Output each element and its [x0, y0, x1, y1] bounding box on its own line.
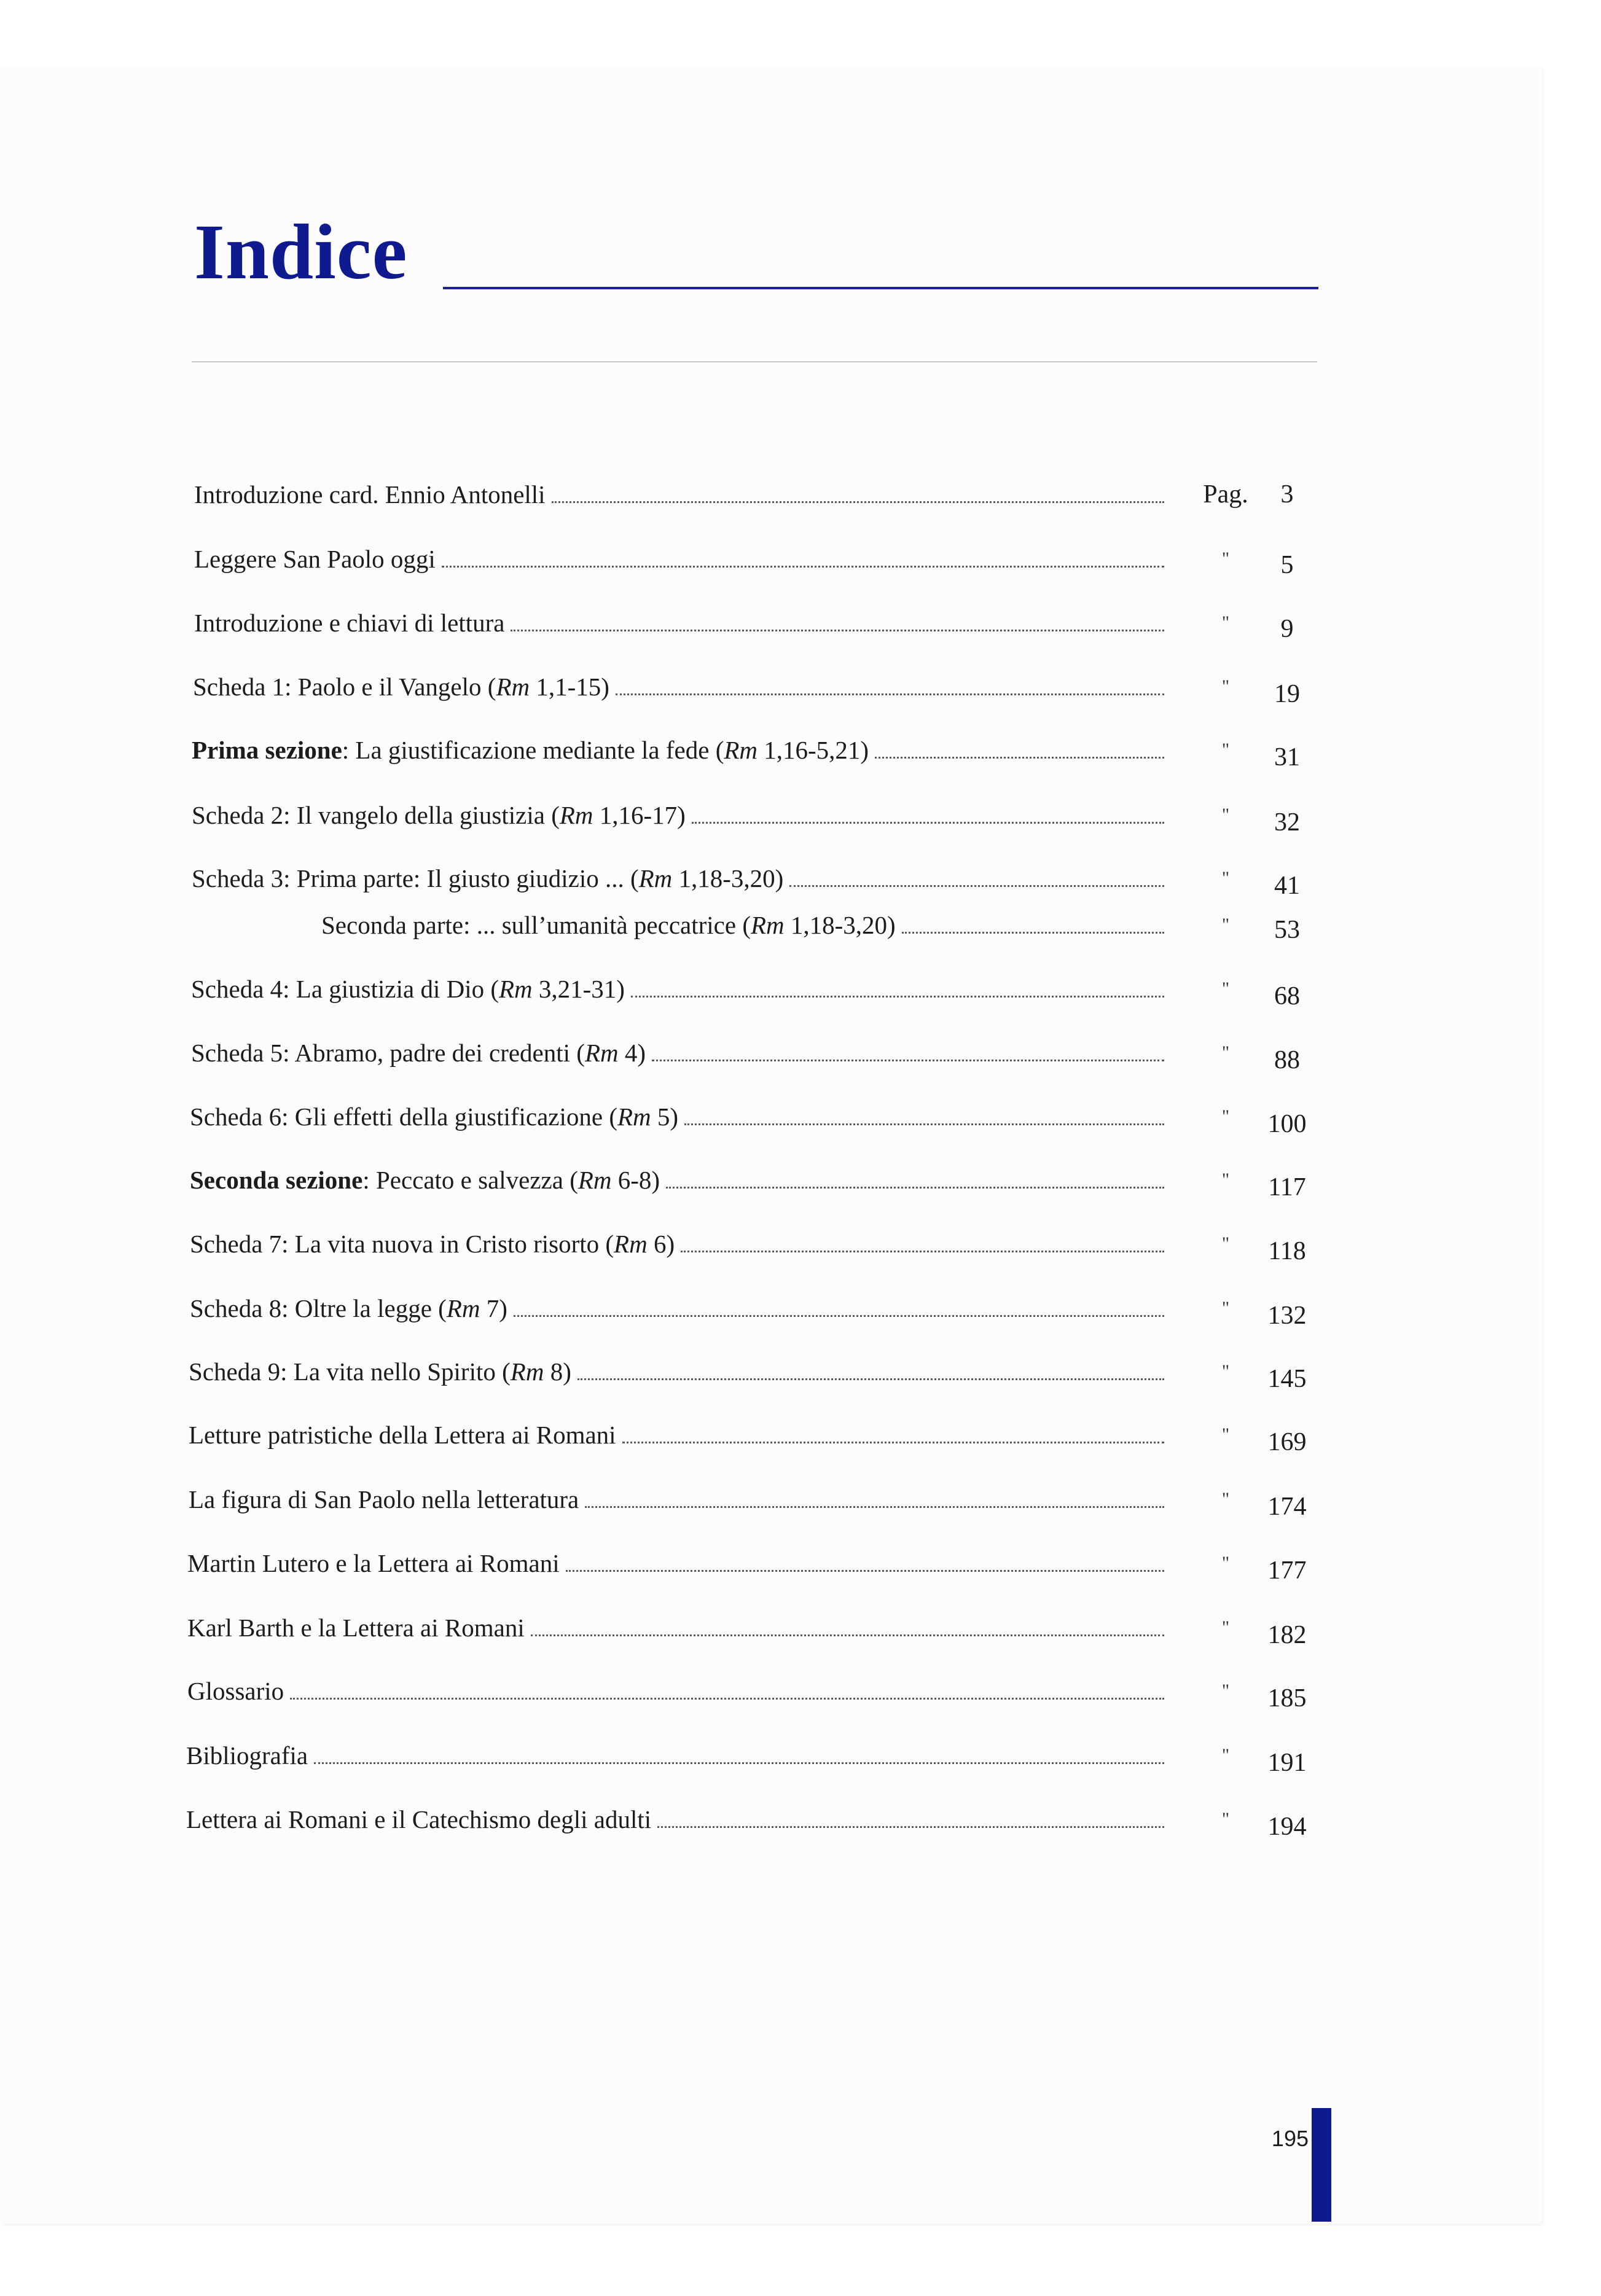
dot-leader: [652, 1060, 1164, 1061]
toc-ref-verses: 1,18-3,20): [672, 864, 784, 892]
toc-page-number: 191: [1267, 1749, 1307, 1777]
toc-ref-book: Rm: [584, 1039, 619, 1067]
toc-entry: [189, 1353, 1164, 1390]
dot-leader: [566, 1570, 1164, 1572]
toc-ref-verses: 5): [651, 1103, 679, 1131]
toc-entry-title: [192, 797, 692, 834]
toc-entry-title: [192, 732, 875, 768]
toc-entry-title: [193, 668, 616, 705]
toc-entry-title: [187, 1673, 290, 1709]
toc-page-number: 132: [1267, 1302, 1307, 1330]
toc-entry-text: Letture patristiche della Lettera ai Romani: [189, 1421, 616, 1449]
dot-leader: [514, 1315, 1164, 1317]
ditto-mark: ": [1221, 549, 1230, 569]
toc-section-label: Prima sezione: [192, 736, 342, 764]
dot-leader: [684, 1123, 1164, 1125]
toc-page-number: 100: [1267, 1110, 1307, 1138]
toc-entry-text: Bibliografia: [186, 1741, 308, 1770]
toc-entry-text: Glossario: [187, 1677, 284, 1705]
dot-leader: [290, 1698, 1164, 1700]
toc-entry: [189, 1481, 1164, 1518]
toc-entry-title: [194, 541, 442, 577]
toc-entry: [186, 1801, 1164, 1838]
toc-ref-verses: 1,1-15): [530, 673, 609, 701]
toc-entry-title: [321, 907, 902, 943]
toc-ref-verses: 1,18-3,20): [784, 911, 896, 939]
dot-leader: [511, 630, 1164, 631]
dot-leader: [622, 1442, 1164, 1443]
toc-entry-text: Introduzione card. Ennio Antonelli: [194, 480, 546, 509]
toc-entry-title: [190, 1290, 514, 1327]
dot-leader: [902, 932, 1164, 934]
toc-section-label: Seconda sezione: [190, 1166, 363, 1194]
ditto-mark: ": [1221, 978, 1230, 999]
toc-entry-title: [190, 1098, 684, 1135]
toc-page-number: 182: [1267, 1621, 1307, 1649]
toc-entry-text: Scheda 3: Prima parte: Il giusto giudizio ...: [192, 864, 630, 892]
dot-leader: [657, 1826, 1164, 1828]
toc-ref-open: (: [490, 975, 499, 1003]
ditto-mark: ": [1221, 612, 1230, 633]
toc-entry: [189, 1416, 1164, 1453]
toc-ref-verses: 1,16-17): [593, 801, 686, 829]
ditto-mark: ": [1221, 1424, 1230, 1445]
toc-page-number: 32: [1274, 808, 1300, 837]
toc-entry-text: Scheda 5: Abramo, padre dei credenti: [191, 1039, 577, 1067]
toc-ref-verses: 6-8): [611, 1166, 660, 1194]
ditto-mark: ": [1221, 1809, 1230, 1829]
toc-entry-title: [191, 1034, 652, 1071]
toc-page-number: 118: [1268, 1237, 1306, 1265]
toc-ref-open: (: [570, 1166, 578, 1194]
toc-page-number: 3: [1280, 480, 1294, 509]
toc-entry: [190, 1098, 1164, 1135]
toc-entry: [192, 797, 1164, 834]
toc-ref-open: (: [438, 1294, 447, 1322]
toc-page-number: 31: [1274, 743, 1300, 771]
toc-page-number: 169: [1267, 1428, 1307, 1456]
toc-ref-open: (: [742, 911, 751, 939]
dot-leader: [631, 996, 1164, 998]
toc-entry-title: [189, 1416, 622, 1453]
toc-entry: [187, 1609, 1164, 1646]
toc-entry: [193, 668, 1164, 705]
toc-entry-text: Karl Barth e la Lettera ai Romani: [187, 1614, 525, 1642]
toc-entry: [192, 860, 1164, 897]
ditto-mark: ": [1221, 915, 1230, 935]
ditto-mark: ": [1221, 1042, 1230, 1063]
dot-leader: [789, 885, 1164, 887]
ditto-mark: ": [1221, 805, 1230, 825]
ditto-mark: ": [1221, 1106, 1230, 1127]
toc-ref-open: (: [609, 1103, 618, 1131]
toc-entry: [194, 604, 1164, 641]
ditto-mark: ": [1221, 1553, 1230, 1573]
toc-entry: [191, 970, 1164, 1007]
toc-entry: [321, 907, 1164, 943]
toc-entry-title: [190, 1225, 681, 1262]
toc-entry-title: [191, 970, 631, 1007]
toc-entry: [192, 732, 1164, 768]
dot-leader: [314, 1762, 1164, 1764]
dot-leader: [616, 693, 1164, 695]
toc-entry: [191, 1034, 1164, 1071]
toc-entry-title: [189, 1353, 577, 1390]
toc-ref-open: (: [576, 1039, 585, 1067]
toc-ref-verses: 7): [480, 1294, 507, 1322]
toc-ref-open: (: [605, 1230, 614, 1258]
toc-entry-text: Martin Lutero e la Lettera ai Romani: [187, 1549, 560, 1577]
toc-entry-text: : Peccato e salvezza: [362, 1166, 570, 1194]
toc-ref-open: (: [502, 1357, 511, 1386]
toc-ref-book: Rm: [499, 975, 533, 1003]
toc-ref-book: Rm: [559, 801, 593, 829]
dot-leader: [692, 822, 1164, 824]
toc-page-number: 53: [1274, 916, 1300, 944]
toc-page-number: 174: [1267, 1493, 1307, 1521]
toc-ref-verses: 3,21-31): [532, 975, 625, 1003]
toc-ref-book: Rm: [750, 911, 785, 939]
dot-leader: [875, 757, 1164, 759]
toc-ref-open: (: [487, 673, 496, 701]
folio-accent-bar: [1312, 2108, 1331, 2222]
toc-page-number: 185: [1267, 1684, 1307, 1712]
toc-ref-book: Rm: [617, 1103, 651, 1131]
toc-entry-title: [194, 476, 552, 513]
toc-page-number: 5: [1280, 551, 1294, 579]
toc-page-number: 145: [1267, 1365, 1307, 1393]
toc-entry-text: Introduzione e chiavi di lettura: [194, 609, 505, 637]
toc-entry-title: [194, 604, 511, 641]
toc-ref-book: Rm: [577, 1166, 612, 1194]
dot-leader: [666, 1187, 1164, 1189]
toc-entry-text: Scheda 1: Paolo e il Vangelo: [193, 673, 488, 701]
toc-entry-title: [187, 1545, 566, 1582]
toc-page-number: 41: [1274, 872, 1300, 900]
toc-entry-text: Scheda 8: Oltre la legge: [190, 1294, 439, 1322]
toc-entry: [190, 1225, 1164, 1262]
toc-page-number: 68: [1274, 982, 1300, 1010]
dot-leader: [442, 566, 1164, 568]
ditto-mark: ": [1221, 1681, 1230, 1701]
toc-ref-book: Rm: [614, 1230, 648, 1258]
toc-entry: [190, 1290, 1164, 1327]
ditto-mark: ": [1221, 676, 1230, 697]
toc-page-number: 194: [1267, 1813, 1307, 1841]
dot-leader: [577, 1378, 1164, 1380]
toc-entry-title: [192, 860, 789, 897]
toc-ref-verses: 6): [647, 1230, 675, 1258]
toc-ref-verses: 1,16-5,21): [757, 736, 869, 764]
toc-entry-title: [190, 1162, 666, 1198]
dot-leader: [552, 501, 1164, 503]
toc-ref-open: (: [551, 801, 560, 829]
dot-leader: [585, 1506, 1164, 1508]
toc-ref-open: (: [715, 736, 724, 764]
toc-entry-title: [186, 1801, 657, 1838]
ditto-mark: ": [1221, 1361, 1230, 1381]
toc-ref-book: Rm: [638, 864, 673, 892]
page-title: Indice: [194, 208, 408, 295]
toc-entry-text: Scheda 6: Gli effetti della giustificazione: [190, 1103, 609, 1131]
page-number: 195: [1271, 2126, 1309, 2151]
toc-ref-book: Rm: [446, 1294, 480, 1322]
toc-ref-book: Rm: [510, 1357, 544, 1386]
toc-page-number: 88: [1274, 1046, 1300, 1074]
toc-entry-text: Leggere San Paolo oggi: [194, 545, 436, 573]
toc-ref-book: Rm: [724, 736, 757, 764]
toc-entry: [187, 1545, 1164, 1582]
toc-entry-text: Scheda 4: La giustizia di Dio: [191, 975, 491, 1003]
ditto-mark: ": [1221, 1298, 1230, 1318]
toc-entry-text: Scheda 9: La vita nello Spirito: [189, 1357, 503, 1386]
toc-entry: [190, 1162, 1164, 1198]
dot-leader: [531, 1634, 1164, 1636]
ditto-mark: ": [1221, 1169, 1230, 1190]
toc-page-number: 19: [1274, 680, 1300, 708]
toc-entry: [187, 1673, 1164, 1709]
toc-entry-title: [189, 1481, 585, 1518]
toc-ref-book: Rm: [496, 673, 530, 701]
toc-page-number: 177: [1267, 1556, 1307, 1585]
ditto-mark: ": [1221, 1489, 1230, 1509]
ditto-mark: ": [1221, 1617, 1230, 1638]
toc-entry: [194, 476, 1164, 513]
toc-entry-text: : La giustificazione mediante la fede: [342, 736, 716, 764]
toc-page-number: 117: [1268, 1173, 1306, 1201]
toc-entry: [194, 541, 1164, 577]
toc-ref-verses: 8): [544, 1357, 571, 1386]
toc-entry-title: [186, 1737, 314, 1774]
toc-entry-text: Scheda 7: La vita nuova in Cristo risorto: [190, 1230, 606, 1258]
ditto-mark: ": [1221, 1233, 1230, 1254]
toc-page-number: 9: [1280, 615, 1294, 643]
toc-entry: [186, 1737, 1164, 1774]
toc-entry-title: [187, 1609, 531, 1646]
toc-ref-verses: 4): [618, 1039, 646, 1067]
toc-ref-open: (: [630, 864, 639, 892]
toc-entry-text: Scheda 2: Il vangelo della giustizia: [192, 801, 552, 829]
dot-leader: [681, 1251, 1164, 1252]
ditto-mark: ": [1221, 1745, 1230, 1765]
toc-entry-text: Lettera ai Romani e il Catechismo degli adulti: [186, 1805, 652, 1833]
toc-entry-text: Seconda parte: ... sull’umanità peccatrice: [321, 911, 743, 939]
toc-entry-text: La figura di San Paolo nella letteratura: [189, 1485, 579, 1513]
ditto-mark: ": [1221, 740, 1230, 760]
page-label: Pag.: [1203, 480, 1248, 509]
ditto-mark: ": [1221, 868, 1230, 888]
